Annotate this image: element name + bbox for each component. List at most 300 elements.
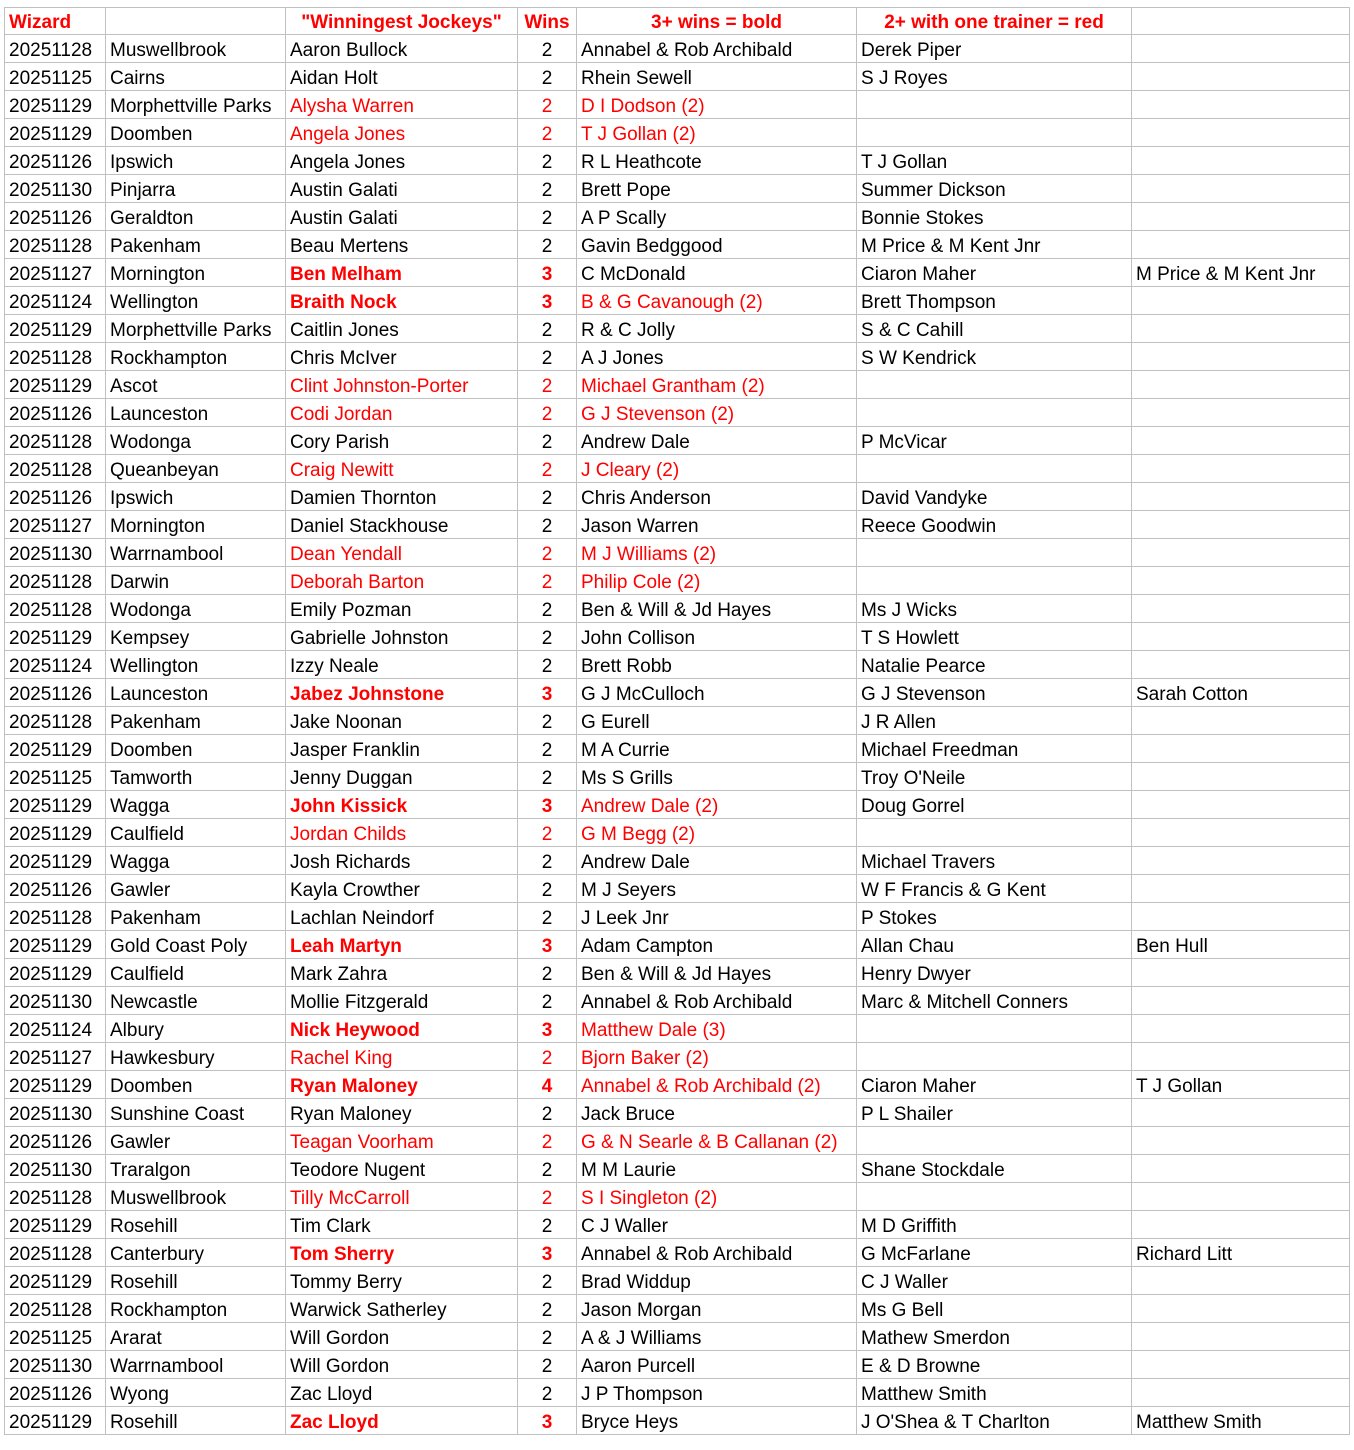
cell-trainer-2[interactable]: S W Kendrick	[857, 343, 1132, 371]
cell-track[interactable]: Doomben	[106, 1071, 286, 1099]
cell-trainer-3[interactable]	[1132, 1379, 1350, 1407]
cell-trainer-1[interactable]: Bryce Heys	[577, 1407, 857, 1435]
cell-trainer-3[interactable]	[1132, 1323, 1350, 1351]
cell-wins[interactable]: 2	[518, 1183, 577, 1211]
cell-trainer-2[interactable]	[857, 119, 1132, 147]
cell-trainer-3[interactable]	[1132, 399, 1350, 427]
cell-wins[interactable]: 3	[518, 791, 577, 819]
cell-date[interactable]: 20251128	[5, 455, 106, 483]
cell-date[interactable]: 20251129	[5, 1267, 106, 1295]
cell-date[interactable]: 20251130	[5, 1351, 106, 1379]
cell-trainer-1[interactable]: A P Scally	[577, 203, 857, 231]
cell-trainer-2[interactable]	[857, 539, 1132, 567]
cell-trainer-1[interactable]: Jack Bruce	[577, 1099, 857, 1127]
cell-trainer-1[interactable]: M A Currie	[577, 735, 857, 763]
cell-track[interactable]: Doomben	[106, 119, 286, 147]
cell-date[interactable]: 20251129	[5, 847, 106, 875]
cell-trainer-3[interactable]	[1132, 511, 1350, 539]
cell-date[interactable]: 20251129	[5, 819, 106, 847]
cell-date[interactable]: 20251127	[5, 511, 106, 539]
cell-wins[interactable]: 3	[518, 679, 577, 707]
cell-trainer-1[interactable]: D I Dodson (2)	[577, 91, 857, 119]
cell-wins[interactable]: 2	[518, 707, 577, 735]
cell-track[interactable]: Ascot	[106, 371, 286, 399]
cell-trainer-3[interactable]	[1132, 1015, 1350, 1043]
cell-trainer-1[interactable]: Aaron Purcell	[577, 1351, 857, 1379]
cell-trainer-2[interactable]: Ciaron Maher	[857, 259, 1132, 287]
cell-jockey[interactable]: Josh Richards	[286, 847, 518, 875]
cell-wins[interactable]: 2	[518, 427, 577, 455]
cell-track[interactable]: Ararat	[106, 1323, 286, 1351]
cell-trainer-2[interactable]: G J Stevenson	[857, 679, 1132, 707]
cell-track[interactable]: Sunshine Coast	[106, 1099, 286, 1127]
cell-trainer-2[interactable]	[857, 1015, 1132, 1043]
cell-track[interactable]: Pakenham	[106, 903, 286, 931]
cell-trainer-3[interactable]	[1132, 651, 1350, 679]
cell-track[interactable]: Launceston	[106, 679, 286, 707]
cell-date[interactable]: 20251128	[5, 707, 106, 735]
cell-jockey[interactable]: Chris McIver	[286, 343, 518, 371]
cell-track[interactable]: Canterbury	[106, 1239, 286, 1267]
cell-trainer-2[interactable]: S J Royes	[857, 63, 1132, 91]
cell-date[interactable]: 20251129	[5, 791, 106, 819]
cell-trainer-1[interactable]: R L Heathcote	[577, 147, 857, 175]
cell-trainer-2[interactable]: Brett Thompson	[857, 287, 1132, 315]
cell-trainer-2[interactable]	[857, 1043, 1132, 1071]
cell-track[interactable]: Pinjarra	[106, 175, 286, 203]
cell-trainer-2[interactable]: P Stokes	[857, 903, 1132, 931]
cell-wins[interactable]: 3	[518, 1239, 577, 1267]
cell-wins[interactable]: 2	[518, 231, 577, 259]
cell-track[interactable]: Hawkesbury	[106, 1043, 286, 1071]
cell-trainer-3[interactable]	[1132, 1127, 1350, 1155]
cell-trainer-3[interactable]	[1132, 875, 1350, 903]
header-cell-extra[interactable]	[1132, 8, 1350, 35]
cell-jockey[interactable]: Will Gordon	[286, 1351, 518, 1379]
cell-wins[interactable]: 2	[518, 1043, 577, 1071]
cell-jockey[interactable]: John Kissick	[286, 791, 518, 819]
cell-trainer-2[interactable]: W F Francis & G Kent	[857, 875, 1132, 903]
cell-track[interactable]: Queanbeyan	[106, 455, 286, 483]
cell-wins[interactable]: 2	[518, 399, 577, 427]
cell-track[interactable]: Warrnambool	[106, 539, 286, 567]
cell-wins[interactable]: 2	[518, 1379, 577, 1407]
cell-date[interactable]: 20251125	[5, 763, 106, 791]
cell-date[interactable]: 20251126	[5, 399, 106, 427]
cell-trainer-2[interactable]	[857, 91, 1132, 119]
cell-trainer-3[interactable]	[1132, 287, 1350, 315]
cell-date[interactable]: 20251128	[5, 1295, 106, 1323]
cell-trainer-1[interactable]: M J Seyers	[577, 875, 857, 903]
cell-trainer-2[interactable]	[857, 455, 1132, 483]
cell-track[interactable]: Traralgon	[106, 1155, 286, 1183]
cell-jockey[interactable]: Will Gordon	[286, 1323, 518, 1351]
cell-trainer-3[interactable]	[1132, 1211, 1350, 1239]
cell-jockey[interactable]: Daniel Stackhouse	[286, 511, 518, 539]
cell-wins[interactable]: 2	[518, 1351, 577, 1379]
cell-trainer-2[interactable]: Ciaron Maher	[857, 1071, 1132, 1099]
cell-wins[interactable]: 3	[518, 259, 577, 287]
cell-date[interactable]: 20251128	[5, 35, 106, 63]
cell-jockey[interactable]: Gabrielle Johnston	[286, 623, 518, 651]
cell-jockey[interactable]: Aidan Holt	[286, 63, 518, 91]
cell-wins[interactable]: 2	[518, 147, 577, 175]
cell-track[interactable]: Gold Coast Poly	[106, 931, 286, 959]
cell-date[interactable]: 20251128	[5, 1183, 106, 1211]
cell-date[interactable]: 20251129	[5, 735, 106, 763]
cell-track[interactable]: Rosehill	[106, 1407, 286, 1435]
cell-jockey[interactable]: Craig Newitt	[286, 455, 518, 483]
cell-trainer-3[interactable]	[1132, 63, 1350, 91]
cell-trainer-3[interactable]	[1132, 1351, 1350, 1379]
cell-wins[interactable]: 2	[518, 875, 577, 903]
cell-trainer-1[interactable]: Michael Grantham (2)	[577, 371, 857, 399]
cell-track[interactable]: Cairns	[106, 63, 286, 91]
cell-trainer-2[interactable]: Troy O'Neile	[857, 763, 1132, 791]
cell-wins[interactable]: 2	[518, 483, 577, 511]
cell-wins[interactable]: 2	[518, 819, 577, 847]
cell-date[interactable]: 20251128	[5, 567, 106, 595]
cell-trainer-1[interactable]: Brad Widdup	[577, 1267, 857, 1295]
cell-trainer-3[interactable]	[1132, 791, 1350, 819]
cell-trainer-2[interactable]: Ms J Wicks	[857, 595, 1132, 623]
cell-trainer-3[interactable]: T J Gollan	[1132, 1071, 1350, 1099]
cell-jockey[interactable]: Leah Martyn	[286, 931, 518, 959]
cell-date[interactable]: 20251128	[5, 1239, 106, 1267]
cell-jockey[interactable]: Dean Yendall	[286, 539, 518, 567]
cell-trainer-2[interactable]: Michael Travers	[857, 847, 1132, 875]
cell-trainer-1[interactable]: B & G Cavanough (2)	[577, 287, 857, 315]
cell-trainer-1[interactable]: G & N Searle & B Callanan (2)	[577, 1127, 857, 1155]
cell-wins[interactable]: 2	[518, 1155, 577, 1183]
cell-wins[interactable]: 2	[518, 1211, 577, 1239]
cell-trainer-1[interactable]: Andrew Dale (2)	[577, 791, 857, 819]
cell-jockey[interactable]: Damien Thornton	[286, 483, 518, 511]
cell-track[interactable]: Wodonga	[106, 595, 286, 623]
cell-trainer-1[interactable]: Ben & Will & Jd Hayes	[577, 595, 857, 623]
cell-date[interactable]: 20251129	[5, 119, 106, 147]
cell-trainer-3[interactable]	[1132, 847, 1350, 875]
cell-trainer-1[interactable]: Annabel & Rob Archibald (2)	[577, 1071, 857, 1099]
cell-trainer-1[interactable]: G M Begg (2)	[577, 819, 857, 847]
cell-date[interactable]: 20251129	[5, 91, 106, 119]
cell-track[interactable]: Caulfield	[106, 959, 286, 987]
cell-date[interactable]: 20251128	[5, 903, 106, 931]
cell-trainer-2[interactable]: Derek Piper	[857, 35, 1132, 63]
cell-trainer-3[interactable]	[1132, 455, 1350, 483]
cell-date[interactable]: 20251130	[5, 175, 106, 203]
cell-trainer-3[interactable]: Matthew Smith	[1132, 1407, 1350, 1435]
cell-date[interactable]: 20251126	[5, 679, 106, 707]
cell-date[interactable]: 20251129	[5, 1407, 106, 1435]
cell-track[interactable]: Pakenham	[106, 707, 286, 735]
cell-trainer-1[interactable]: M M Laurie	[577, 1155, 857, 1183]
cell-trainer-3[interactable]	[1132, 623, 1350, 651]
cell-jockey[interactable]: Mollie Fitzgerald	[286, 987, 518, 1015]
cell-trainer-2[interactable]: J R Allen	[857, 707, 1132, 735]
cell-trainer-1[interactable]: Ms S Grills	[577, 763, 857, 791]
cell-trainer-3[interactable]	[1132, 707, 1350, 735]
cell-trainer-1[interactable]: S I Singleton (2)	[577, 1183, 857, 1211]
cell-trainer-2[interactable]: Shane Stockdale	[857, 1155, 1132, 1183]
cell-trainer-1[interactable]: J Leek Jnr	[577, 903, 857, 931]
cell-track[interactable]: Rosehill	[106, 1267, 286, 1295]
cell-trainer-3[interactable]	[1132, 1295, 1350, 1323]
cell-trainer-3[interactable]	[1132, 567, 1350, 595]
cell-trainer-1[interactable]: Jason Morgan	[577, 1295, 857, 1323]
cell-jockey[interactable]: Ryan Maloney	[286, 1071, 518, 1099]
cell-date[interactable]: 20251130	[5, 1155, 106, 1183]
header-cell-bold-rule[interactable]: 3+ wins = bold	[577, 8, 857, 35]
header-cell-track[interactable]	[106, 8, 286, 35]
cell-trainer-2[interactable]: M D Griffith	[857, 1211, 1132, 1239]
cell-trainer-3[interactable]	[1132, 315, 1350, 343]
cell-wins[interactable]: 2	[518, 371, 577, 399]
cell-track[interactable]: Wyong	[106, 1379, 286, 1407]
cell-wins[interactable]: 2	[518, 455, 577, 483]
cell-jockey[interactable]: Aaron Bullock	[286, 35, 518, 63]
cell-date[interactable]: 20251126	[5, 147, 106, 175]
cell-jockey[interactable]: Cory Parish	[286, 427, 518, 455]
cell-trainer-2[interactable]	[857, 819, 1132, 847]
cell-date[interactable]: 20251126	[5, 875, 106, 903]
cell-trainer-3[interactable]	[1132, 203, 1350, 231]
cell-date[interactable]: 20251127	[5, 1043, 106, 1071]
cell-trainer-3[interactable]	[1132, 959, 1350, 987]
cell-jockey[interactable]: Caitlin Jones	[286, 315, 518, 343]
cell-trainer-3[interactable]	[1132, 119, 1350, 147]
cell-date[interactable]: 20251128	[5, 427, 106, 455]
cell-wins[interactable]: 2	[518, 651, 577, 679]
cell-wins[interactable]: 2	[518, 91, 577, 119]
cell-track[interactable]: Mornington	[106, 511, 286, 539]
cell-jockey[interactable]: Alysha Warren	[286, 91, 518, 119]
cell-jockey[interactable]: Zac Lloyd	[286, 1379, 518, 1407]
cell-date[interactable]: 20251129	[5, 1071, 106, 1099]
cell-jockey[interactable]: Beau Mertens	[286, 231, 518, 259]
cell-date[interactable]: 20251129	[5, 931, 106, 959]
cell-jockey[interactable]: Tim Clark	[286, 1211, 518, 1239]
header-cell-wizard[interactable]: Wizard	[5, 8, 106, 35]
cell-date[interactable]: 20251126	[5, 203, 106, 231]
cell-wins[interactable]: 2	[518, 35, 577, 63]
cell-track[interactable]: Tamworth	[106, 763, 286, 791]
cell-trainer-1[interactable]: Andrew Dale	[577, 847, 857, 875]
cell-jockey[interactable]: Braith Nock	[286, 287, 518, 315]
cell-wins[interactable]: 2	[518, 903, 577, 931]
cell-date[interactable]: 20251124	[5, 1015, 106, 1043]
cell-trainer-3[interactable]	[1132, 1267, 1350, 1295]
cell-trainer-2[interactable]: Mathew Smerdon	[857, 1323, 1132, 1351]
cell-trainer-3[interactable]	[1132, 483, 1350, 511]
cell-wins[interactable]: 2	[518, 511, 577, 539]
cell-date[interactable]: 20251126	[5, 1379, 106, 1407]
cell-trainer-2[interactable]: Natalie Pearce	[857, 651, 1132, 679]
cell-trainer-1[interactable]: Adam Campton	[577, 931, 857, 959]
cell-track[interactable]: Pakenham	[106, 231, 286, 259]
cell-date[interactable]: 20251130	[5, 539, 106, 567]
cell-date[interactable]: 20251129	[5, 959, 106, 987]
cell-trainer-1[interactable]: Bjorn Baker (2)	[577, 1043, 857, 1071]
cell-trainer-3[interactable]	[1132, 763, 1350, 791]
cell-date[interactable]: 20251126	[5, 1127, 106, 1155]
cell-jockey[interactable]: Angela Jones	[286, 147, 518, 175]
cell-trainer-1[interactable]: C McDonald	[577, 259, 857, 287]
cell-wins[interactable]: 2	[518, 623, 577, 651]
cell-trainer-2[interactable]	[857, 399, 1132, 427]
cell-trainer-1[interactable]: Rhein Sewell	[577, 63, 857, 91]
cell-trainer-1[interactable]: A & J Williams	[577, 1323, 857, 1351]
cell-trainer-1[interactable]: A J Jones	[577, 343, 857, 371]
header-cell-wins[interactable]: Wins	[518, 8, 577, 35]
cell-jockey[interactable]: Clint Johnston-Porter	[286, 371, 518, 399]
cell-wins[interactable]: 2	[518, 63, 577, 91]
cell-trainer-1[interactable]: Chris Anderson	[577, 483, 857, 511]
cell-wins[interactable]: 2	[518, 315, 577, 343]
cell-track[interactable]: Morphettville Parks	[106, 315, 286, 343]
cell-wins[interactable]: 2	[518, 539, 577, 567]
cell-trainer-1[interactable]: M J Williams (2)	[577, 539, 857, 567]
cell-track[interactable]: Gawler	[106, 875, 286, 903]
cell-jockey[interactable]: Jake Noonan	[286, 707, 518, 735]
cell-track[interactable]: Wellington	[106, 651, 286, 679]
cell-trainer-2[interactable]: P L Shailer	[857, 1099, 1132, 1127]
cell-trainer-3[interactable]	[1132, 175, 1350, 203]
cell-track[interactable]: Wodonga	[106, 427, 286, 455]
cell-jockey[interactable]: Lachlan Neindorf	[286, 903, 518, 931]
cell-track[interactable]: Kempsey	[106, 623, 286, 651]
cell-jockey[interactable]: Teodore Nugent	[286, 1155, 518, 1183]
cell-track[interactable]: Launceston	[106, 399, 286, 427]
cell-date[interactable]: 20251127	[5, 259, 106, 287]
cell-jockey[interactable]: Mark Zahra	[286, 959, 518, 987]
cell-wins[interactable]: 2	[518, 1295, 577, 1323]
cell-wins[interactable]: 2	[518, 1127, 577, 1155]
cell-wins[interactable]: 2	[518, 1323, 577, 1351]
cell-trainer-3[interactable]	[1132, 1043, 1350, 1071]
cell-trainer-3[interactable]	[1132, 735, 1350, 763]
cell-date[interactable]: 20251126	[5, 483, 106, 511]
cell-trainer-3[interactable]	[1132, 147, 1350, 175]
cell-trainer-3[interactable]	[1132, 595, 1350, 623]
cell-trainer-2[interactable]: T J Gollan	[857, 147, 1132, 175]
cell-trainer-1[interactable]: T J Gollan (2)	[577, 119, 857, 147]
cell-trainer-3[interactable]	[1132, 1155, 1350, 1183]
cell-trainer-1[interactable]: Brett Pope	[577, 175, 857, 203]
cell-trainer-2[interactable]	[857, 1127, 1132, 1155]
cell-wins[interactable]: 2	[518, 987, 577, 1015]
cell-wins[interactable]: 3	[518, 1015, 577, 1043]
cell-trainer-2[interactable]: Henry Dwyer	[857, 959, 1132, 987]
cell-trainer-1[interactable]: John Collison	[577, 623, 857, 651]
cell-trainer-2[interactable]: Ms G Bell	[857, 1295, 1132, 1323]
cell-date[interactable]: 20251124	[5, 651, 106, 679]
cell-jockey[interactable]: Rachel King	[286, 1043, 518, 1071]
cell-trainer-1[interactable]: G J McCulloch	[577, 679, 857, 707]
cell-trainer-3[interactable]	[1132, 539, 1350, 567]
cell-trainer-2[interactable]: S & C Cahill	[857, 315, 1132, 343]
cell-date[interactable]: 20251125	[5, 63, 106, 91]
cell-track[interactable]: Albury	[106, 1015, 286, 1043]
cell-jockey[interactable]: Teagan Voorham	[286, 1127, 518, 1155]
cell-trainer-1[interactable]: Annabel & Rob Archibald	[577, 35, 857, 63]
cell-wins[interactable]: 2	[518, 567, 577, 595]
cell-trainer-2[interactable]: Marc & Mitchell Conners	[857, 987, 1132, 1015]
cell-jockey[interactable]: Jordan Childs	[286, 819, 518, 847]
cell-jockey[interactable]: Emily Pozman	[286, 595, 518, 623]
cell-trainer-1[interactable]: Gavin Bedggood	[577, 231, 857, 259]
cell-trainer-2[interactable]: T S Howlett	[857, 623, 1132, 651]
cell-track[interactable]: Wellington	[106, 287, 286, 315]
cell-wins[interactable]: 2	[518, 175, 577, 203]
cell-trainer-2[interactable]	[857, 1183, 1132, 1211]
cell-date[interactable]: 20251129	[5, 371, 106, 399]
cell-track[interactable]: Rosehill	[106, 1211, 286, 1239]
cell-trainer-2[interactable]: Matthew Smith	[857, 1379, 1132, 1407]
header-cell-jockeys[interactable]: "Winningest Jockeys"	[286, 8, 518, 35]
cell-trainer-3[interactable]	[1132, 427, 1350, 455]
cell-trainer-3[interactable]	[1132, 1183, 1350, 1211]
cell-trainer-3[interactable]	[1132, 91, 1350, 119]
cell-trainer-2[interactable]: Reece Goodwin	[857, 511, 1132, 539]
cell-trainer-2[interactable]: Doug Gorrel	[857, 791, 1132, 819]
cell-trainer-2[interactable]: J O'Shea & T Charlton	[857, 1407, 1132, 1435]
cell-date[interactable]: 20251129	[5, 623, 106, 651]
cell-date[interactable]: 20251129	[5, 1211, 106, 1239]
cell-trainer-3[interactable]	[1132, 35, 1350, 63]
cell-jockey[interactable]: Tommy Berry	[286, 1267, 518, 1295]
cell-date[interactable]: 20251128	[5, 343, 106, 371]
cell-date[interactable]: 20251130	[5, 987, 106, 1015]
cell-jockey[interactable]: Nick Heywood	[286, 1015, 518, 1043]
cell-trainer-3[interactable]	[1132, 343, 1350, 371]
cell-wins[interactable]: 2	[518, 847, 577, 875]
cell-track[interactable]: Mornington	[106, 259, 286, 287]
cell-jockey[interactable]: Ben Melham	[286, 259, 518, 287]
cell-trainer-1[interactable]: G Eurell	[577, 707, 857, 735]
cell-jockey[interactable]: Codi Jordan	[286, 399, 518, 427]
cell-trainer-1[interactable]: C J Waller	[577, 1211, 857, 1239]
cell-jockey[interactable]: Jasper Franklin	[286, 735, 518, 763]
cell-trainer-2[interactable]: Bonnie Stokes	[857, 203, 1132, 231]
cell-trainer-3[interactable]: Richard Litt	[1132, 1239, 1350, 1267]
cell-jockey[interactable]: Austin Galati	[286, 203, 518, 231]
cell-track[interactable]: Ipswich	[106, 483, 286, 511]
cell-trainer-2[interactable]	[857, 371, 1132, 399]
cell-wins[interactable]: 2	[518, 203, 577, 231]
cell-track[interactable]: Wagga	[106, 847, 286, 875]
cell-wins[interactable]: 2	[518, 595, 577, 623]
cell-wins[interactable]: 2	[518, 959, 577, 987]
cell-trainer-3[interactable]	[1132, 903, 1350, 931]
cell-track[interactable]: Newcastle	[106, 987, 286, 1015]
cell-trainer-1[interactable]: Annabel & Rob Archibald	[577, 1239, 857, 1267]
cell-jockey[interactable]: Zac Lloyd	[286, 1407, 518, 1435]
cell-trainer-2[interactable]: E & D Browne	[857, 1351, 1132, 1379]
cell-trainer-2[interactable]: David Vandyke	[857, 483, 1132, 511]
cell-jockey[interactable]: Ryan Maloney	[286, 1099, 518, 1127]
cell-trainer-3[interactable]: M Price & M Kent Jnr	[1132, 259, 1350, 287]
cell-trainer-3[interactable]	[1132, 231, 1350, 259]
cell-track[interactable]: Muswellbrook	[106, 35, 286, 63]
cell-date[interactable]: 20251128	[5, 595, 106, 623]
cell-track[interactable]: Muswellbrook	[106, 1183, 286, 1211]
cell-wins[interactable]: 2	[518, 735, 577, 763]
cell-trainer-2[interactable]: M Price & M Kent Jnr	[857, 231, 1132, 259]
cell-wins[interactable]: 2	[518, 1267, 577, 1295]
cell-trainer-3[interactable]: Sarah Cotton	[1132, 679, 1350, 707]
cell-trainer-1[interactable]: Jason Warren	[577, 511, 857, 539]
